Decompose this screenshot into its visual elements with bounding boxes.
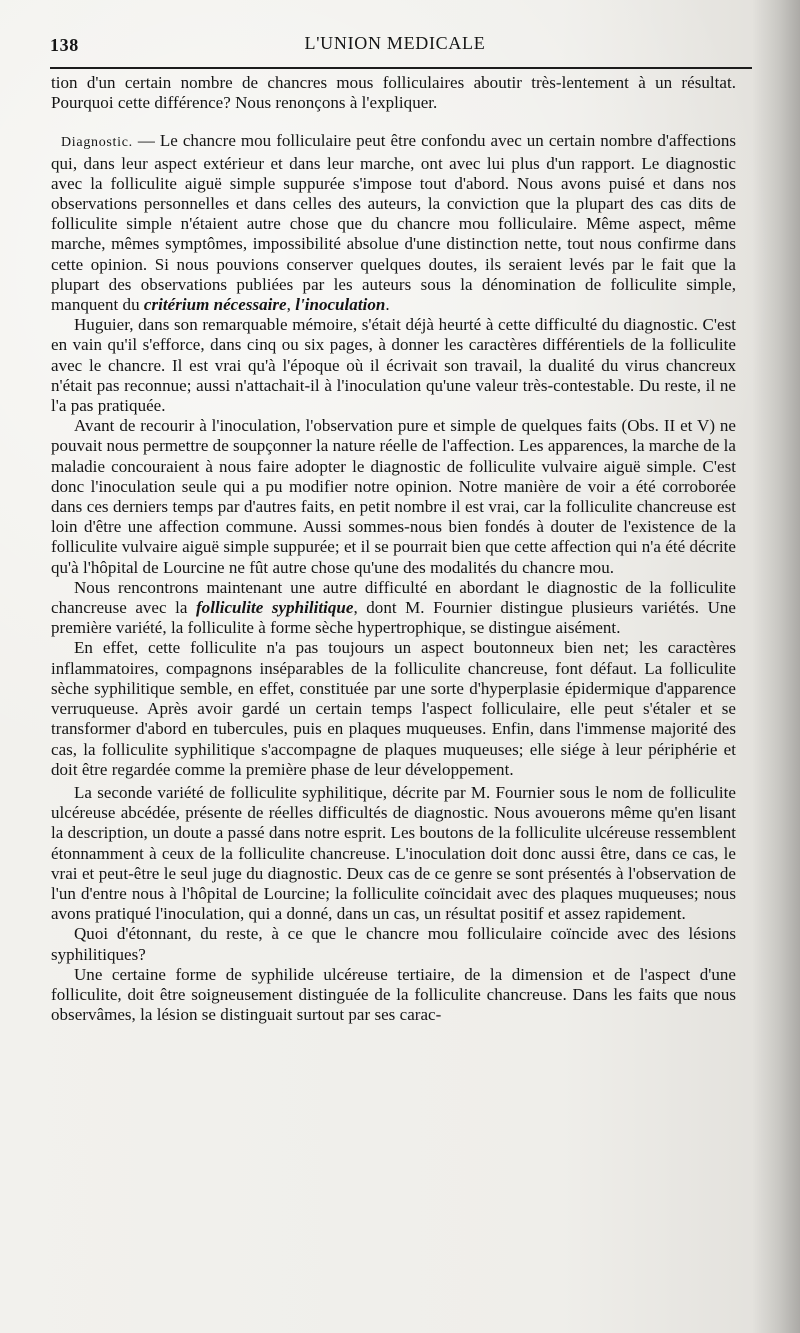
syphilitic-folliculitis-paragraph [51,578,736,639]
question-paragraph: Quoi d'étonnant, du reste, à ce que le chancre mou folliculaire coïncide avec des lésions syphilitiques? [51,924,736,964]
criterion-emphasis: critérium nécessaire [143,295,287,315]
diagnostic-heading: Diagnostic. [61,135,133,151]
huguier-paragraph: Huguier, dans son remarquable mémoire, s'était déjà heurté à cette difficulté du diagnostic. C'est en vain qu'il s'efforce, dans cinq ou six pages, à donner les caractères différentiels de la folliculite avec le chancre. Il est vrai qu'à l'époque où il écrivait son travail, la dualité du virus chancreux n'était pas reconnue; aussi n'attachait-il à l'inoculation qu'une valeur très-contestable. Du reste, il ne l'a pas pratiquée. [51,315,736,416]
comma-separator: , [286,295,296,315]
header-rule [50,67,752,69]
page-edge-shadow [752,0,800,1333]
inoculation-paragraph: Avant de recourir à l'inoculation, l'observation pure et simple de quelques faits (Obs. II et V) ne pouvait nous permettre de soupçonner la nature réelle de l'affection. Les apparences, la marche de la maladie concouraient à nous faire adopter le diagnostic de folliculite vulvaire aiguë simple. C'est donc l'inoculation seule qui a pu modifier notre opinion. Notre manière de voir a été corroborée dans ces derniers temps par d'autres faits, en petit nombre il est vrai, car la folliculite chancreuse est loin d'être une affection commune. Aussi sommes-nous bien fondés à douter de l'existence de la folliculite vulvaire aiguë simple suppurée; et il se pourrait bien que cette affection qui n'a été décrite qu'à l'hôpital de Lourcine ne fût autre chose qu'une des modalités du chancre mou. [51,416,736,577]
page-number: 138 [50,35,79,55]
diagnostic-body: — Le chancre mou folliculaire peut être confondu avec un certain nombre d'affections qui, dans leur aspect extérieur et dans leur marche, ont avec lui plus d'un rapport. Le diagnostic avec la folliculite aiguë simple suppurée s'impose tout d'abord. Nous avons puisé et dans nos observations personnelles et dans celles des auteurs, la conviction que la plupart des cas dits de folliculite simple n'étaient autre chose que du chancre mou folliculaire. Même aspect, même marche, mêmes symptômes, impossibilité absolue d'une distinction nette, tout nous confirme dans cette opinion. Si nous pouvions conserver quelques doutes, ils seraient levés par le fait que la plupart des observations publiées par les auteurs sous la dénomination de folliculite simple, manquent du [51,131,736,315]
diagnostic-paragraph [51,131,736,315]
syphilitic-folliculitis-emphasis: folliculite syphilitique [195,598,354,618]
inoculation-emphasis: l'inoculation [295,295,386,315]
sentence-end: . [385,295,390,315]
dry-folliculitis-paragraph: En effet, cette folliculite n'a pas toujours un aspect boutonneux bien net; les caractères inflammatoires, compagnons inséparables de la folliculite chancreuse, font défaut. La folliculite sèche syphilitique semble, en effet, constituée par une sorte d'hyperplasie épidermique d'apparence verruqueuse. Après avoir gardé un certain temps l'aspect folliculaire, elle peut s'étaler et se transformer d'abord en tubercules, puis en plaques muqueuses. Enfin, dans l'immense majorité des cas, la folliculite syphilitique s'accompagne de plaques muqueuses; elle siége à leur périphérie et doit être regardée comme la première phase de leur développement. [51,638,736,779]
ulcerous-folliculitis-paragraph: La seconde variété de folliculite syphilitique, décrite par M. Fournier sous le nom de folliculite ulcéreuse abcédée, présente de réelles difficultés de diagnostic. Nous avouerons même qu'en lisant la description, un doute a passé dans notre esprit. Les boutons de la folliculite ulcéreuse ressemblent étonnamment à ceux de la folliculite chancreuse. L'inoculation doit donc aussi être, dans ce cas, le vrai et peut-être le seul juge du diagnostic. Deux cas de ce genre se sont présentés à l'observation de l'un d'entre nous à l'hôpital de Lourcine; la folliculite coïncidait avec des plaques muqueuses; nous avons pratiqué l'inoculation, qui a donné, dans un cas, un résultat positif et assez rapidement. [51,782,736,924]
paragraph-text-end: , dont M. Fournier distingue plusieurs variétés. Une première variété, la folliculite à forme sèche hypertrophique, se distingue aisément. [51,598,737,638]
running-header [50,33,740,61]
journal-title: L'UNION MEDICALE [304,33,486,53]
tertiary-syphilide-paragraph: Une certaine forme de syphilide ulcéreuse tertiaire, de la dimension et de l'aspect d'une folliculite, doit être soigneusement distinguée de la folliculite chancreuse. Dans les faits que nous observâmes, la lésion se distinguait surtout par ses carac- [51,964,736,1025]
paragraph-text-start: Nous rencontrons maintenant une autre difficulté en abordant le diagnostic de la folliculite chancreuse avec la [51,577,736,618]
continuation-paragraph: tion d'un certain nombre de chancres mous folliculaires aboutir très-lentement à un résultat. Pourquoi cette différence? Nous renonçons à l'expliquer. [51,73,736,113]
article-text [51,73,736,1025]
